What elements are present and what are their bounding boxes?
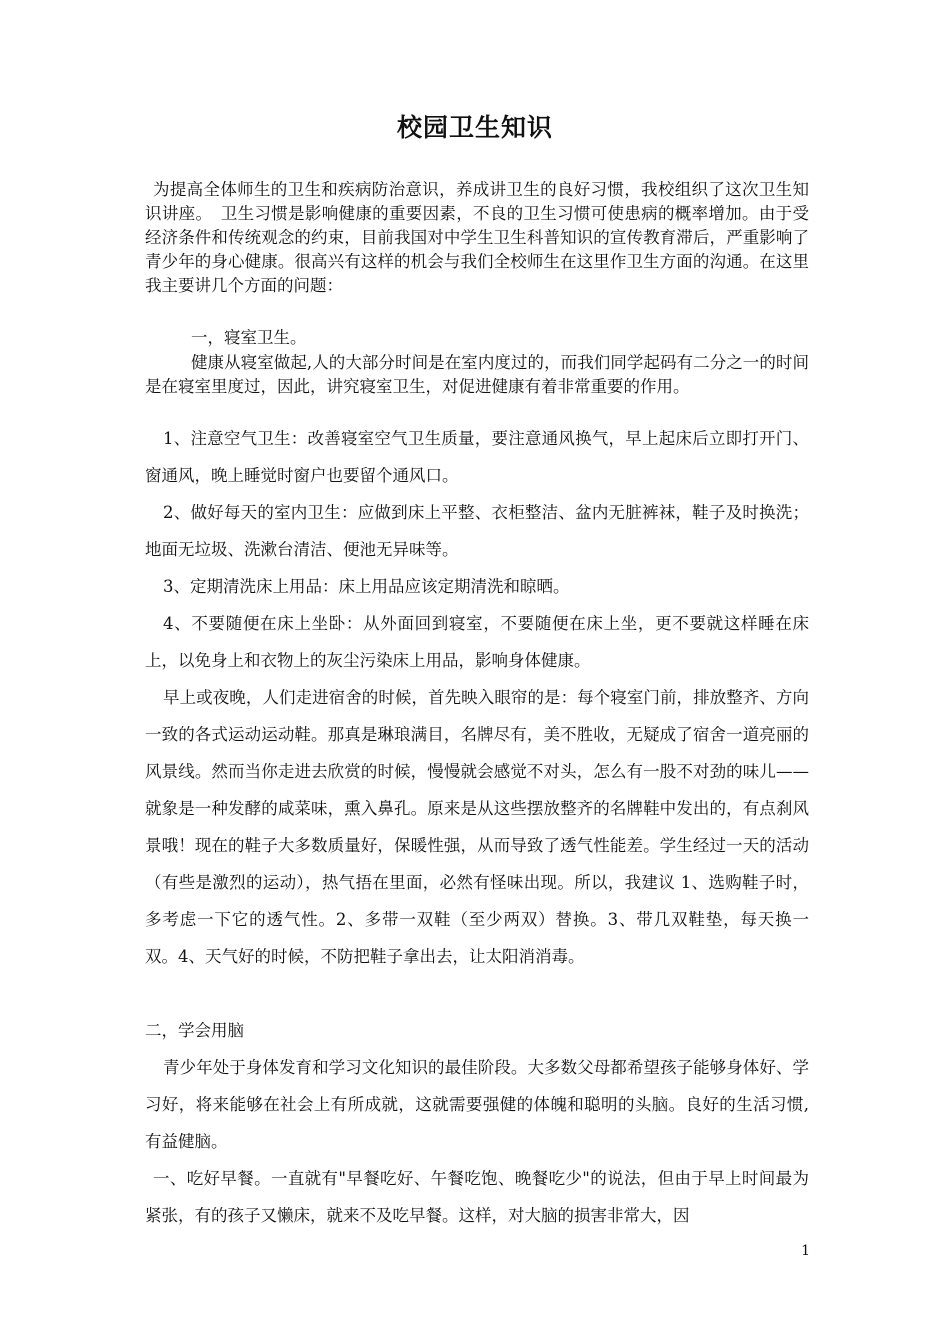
intro-paragraph: 为提高全体师生的卫生和疾病防治意识，养成讲卫生的良好习惯，我校组织了这次卫生知识讲座。 卫生习惯是影响健康的重要因素，不良的卫生习惯可使患病的概率增加。由于受经济条件和传统观念的约束，目前我国对中学生卫生科普知识的宣传教育滞后，严重影响了青少年的身心健康。很高兴有这样的机会与我们全校师生在这里作卫生方面的沟通。在这里我主要讲几个方面的问题： — [145, 180, 809, 295]
section2-body: 青少年处于身体发育和学习文化知识的最佳阶段。大多数父母都希望孩子能够身体好、学习好，将来能够在社会上有所成就，这就需要强健的体魄和聪明的头脑。良好的生活习惯,有益健脑。 — [145, 1058, 809, 1151]
list-item-cleaning: 2、做好每天的室内卫生：应做到床上平整、衣柜整洁、盆内无脏裤袜，鞋子及时换洗；地面无垃圾、洗漱台清洁、便池无异味等。 — [145, 503, 809, 559]
breakfast-paragraph: 一、吃好早餐。一直就有"早餐吃好、午餐吃饱、晚餐吃少"的说法，但由于早上时间最为紧张，有的孩子又懒床，就来不及吃早餐。这样，对大脑的损害非常大，因 — [145, 1169, 809, 1225]
section1-body: 健康从寝室做起,人的大部分时间是在室内度过的，而我们同学起码有二分之一的时间是在寝室里度过，因此，讲究寝室卫生，对促进健康有着非常重要的作用。 — [145, 353, 809, 396]
list-item-air: 1、注意空气卫生：改善寝室空气卫生质量，要注意通风换气，早上起床后立即打开门、窗通风，晚上睡觉时窗户也要留个通风口。 — [145, 429, 809, 485]
section1-heading: 一，寝室卫生。 — [191, 328, 307, 347]
section2-heading: 二，学会用脑 — [145, 1021, 244, 1040]
page-number: 1 — [801, 1243, 810, 1259]
list-item-bedding: 3、定期清洗床上用品：床上用品应该定期清洗和晾晒。 — [163, 577, 570, 596]
list-item-bed-sitting: 4、不要随便在床上坐卧：从外面回到寝室，不要随便在床上坐，更不要就这样睡在床上，以免身上和衣物上的灰尘污染床上用品，影响身体健康。 — [145, 614, 809, 670]
document-title: 校园卫生知识 — [396, 113, 553, 142]
shoes-paragraph: 早上或夜晚，人们走进宿舍的时候，首先映入眼帘的是：每个寝室门前，排放整齐、方向一致的各式运动运动鞋。那真是琳琅满目，名牌尽有，美不胜收，无疑成了宿舍一道亮丽的风景线。然而当你走进去欣赏的时候，慢慢就会感觉不对头，怎么有一股不对劲的味儿——就象是一种发酵的咸菜味，熏入鼻孔。原来是从这些摆放整齐的名牌鞋中发出的，有点刹风景哦！现在的鞋子大多数质量好，保暖性强，从而导致了透气性能差。学生经过一天的活动（有些是激烈的运动），热气捂在里面，必然有怪味出现。所以，我建议 1、选购鞋子时，多考虑一下它的透气性。2、多带一双鞋（至少两双）替换。3、带几双鞋垫，每天换一双。4、天气好的时候，不防把鞋子拿出去，让太阳消消毒。 — [145, 688, 809, 966]
